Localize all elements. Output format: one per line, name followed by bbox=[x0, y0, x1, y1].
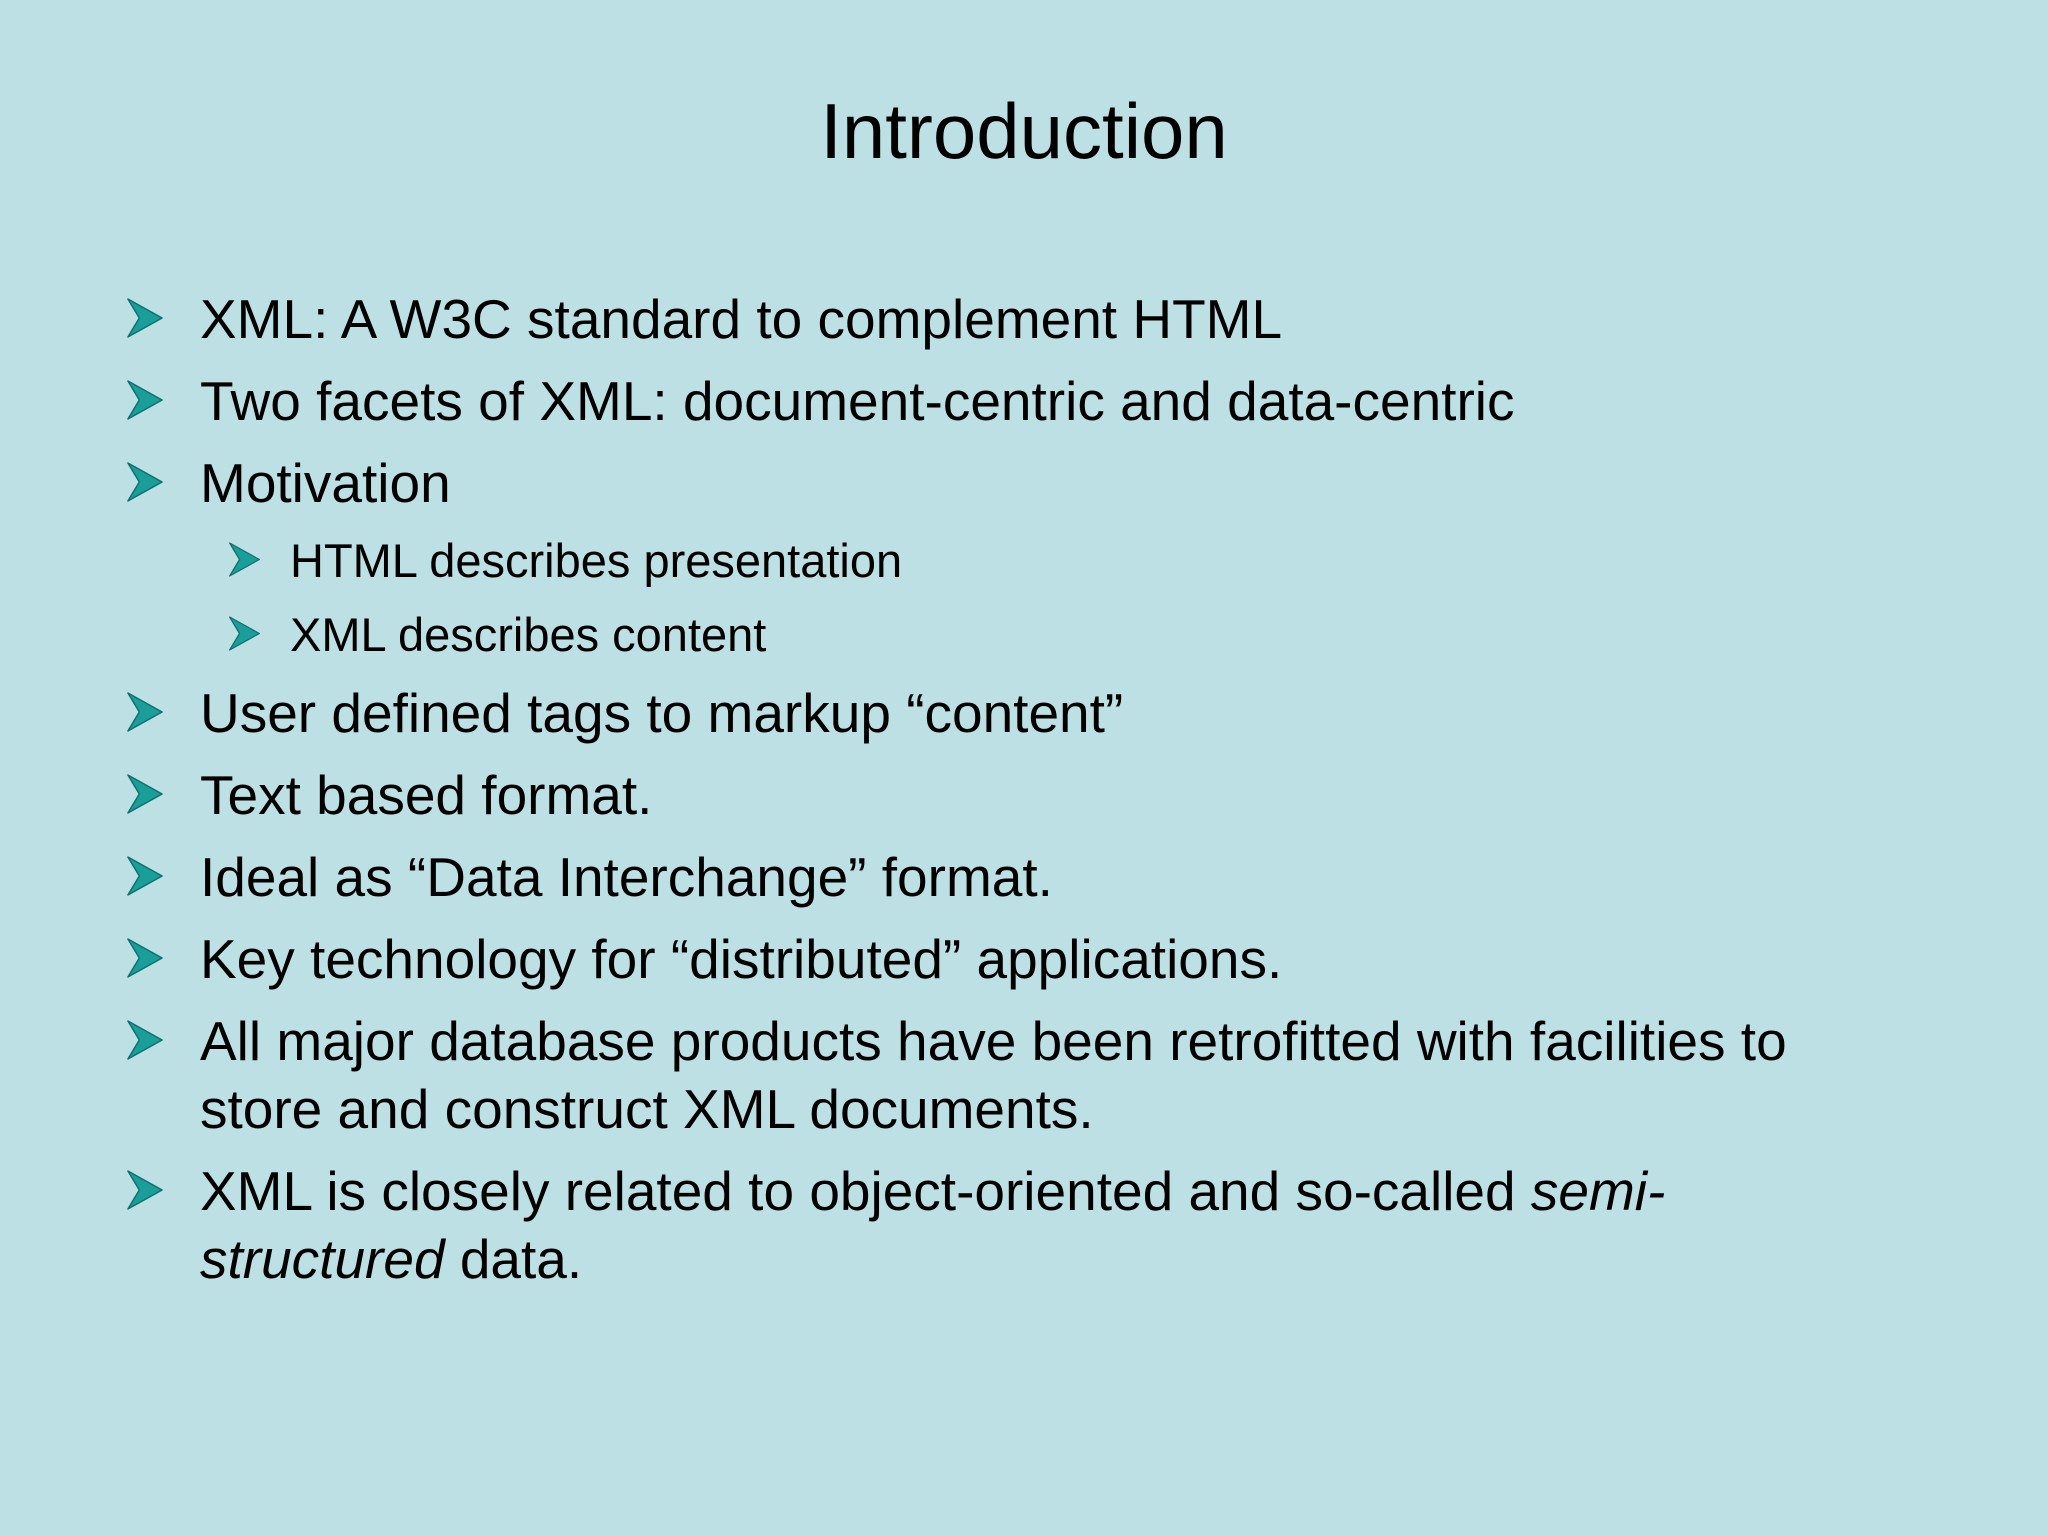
bullet-item bbox=[0, 679, 1900, 747]
sub-bullet-text: XML describes content bbox=[290, 608, 767, 661]
sub-bullet-item bbox=[0, 605, 2048, 665]
slide-title: Introduction bbox=[820, 87, 1228, 175]
arrow-bullet-icon bbox=[228, 541, 261, 578]
bullet-item bbox=[0, 449, 1900, 517]
bullet-text: Key technology for “distributed” applications. bbox=[200, 928, 1283, 990]
arrow-bullet-icon bbox=[126, 297, 164, 339]
bullet-item bbox=[0, 1157, 1900, 1293]
bullet-text: Ideal as “Data Interchange” format. bbox=[200, 846, 1053, 908]
sub-bullet-item bbox=[0, 531, 2048, 591]
bullet-text-emphasis: semi-structured bbox=[200, 1160, 1666, 1290]
bullet-text-after: data. bbox=[444, 1228, 583, 1290]
arrow-bullet-icon bbox=[228, 615, 261, 652]
bullet-list bbox=[0, 285, 2048, 1307]
bullet-item bbox=[0, 285, 1900, 353]
bullet-text-before: XML is closely related to object-oriented and so-called bbox=[200, 1160, 1531, 1222]
bullet-item bbox=[0, 367, 1900, 435]
arrow-bullet-icon bbox=[126, 379, 164, 421]
bullet-text: XML: A W3C standard to complement HTML bbox=[200, 288, 1283, 350]
bullet-text: User defined tags to markup “content” bbox=[200, 682, 1124, 744]
arrow-bullet-icon bbox=[126, 1019, 164, 1061]
bullet-text: Two facets of XML: document-centric and data-centric bbox=[200, 370, 1515, 432]
arrow-bullet-icon bbox=[126, 855, 164, 897]
bullet-text: Text based format. bbox=[200, 764, 653, 826]
arrow-bullet-icon bbox=[126, 461, 164, 503]
arrow-bullet-icon bbox=[126, 1169, 164, 1211]
bullet-text: All major database products have been retrofitted with facilities to store and construct XML documents. bbox=[200, 1010, 1787, 1140]
arrow-bullet-icon bbox=[126, 937, 164, 979]
bullet-item bbox=[0, 761, 1900, 829]
arrow-bullet-icon bbox=[126, 773, 164, 815]
bullet-item bbox=[0, 925, 1900, 993]
sub-bullet-text: HTML describes presentation bbox=[290, 534, 903, 587]
arrow-bullet-icon bbox=[126, 691, 164, 733]
bullet-text: Motivation bbox=[200, 452, 451, 514]
bullet-item bbox=[0, 843, 1900, 911]
bullet-item bbox=[0, 1007, 1900, 1143]
